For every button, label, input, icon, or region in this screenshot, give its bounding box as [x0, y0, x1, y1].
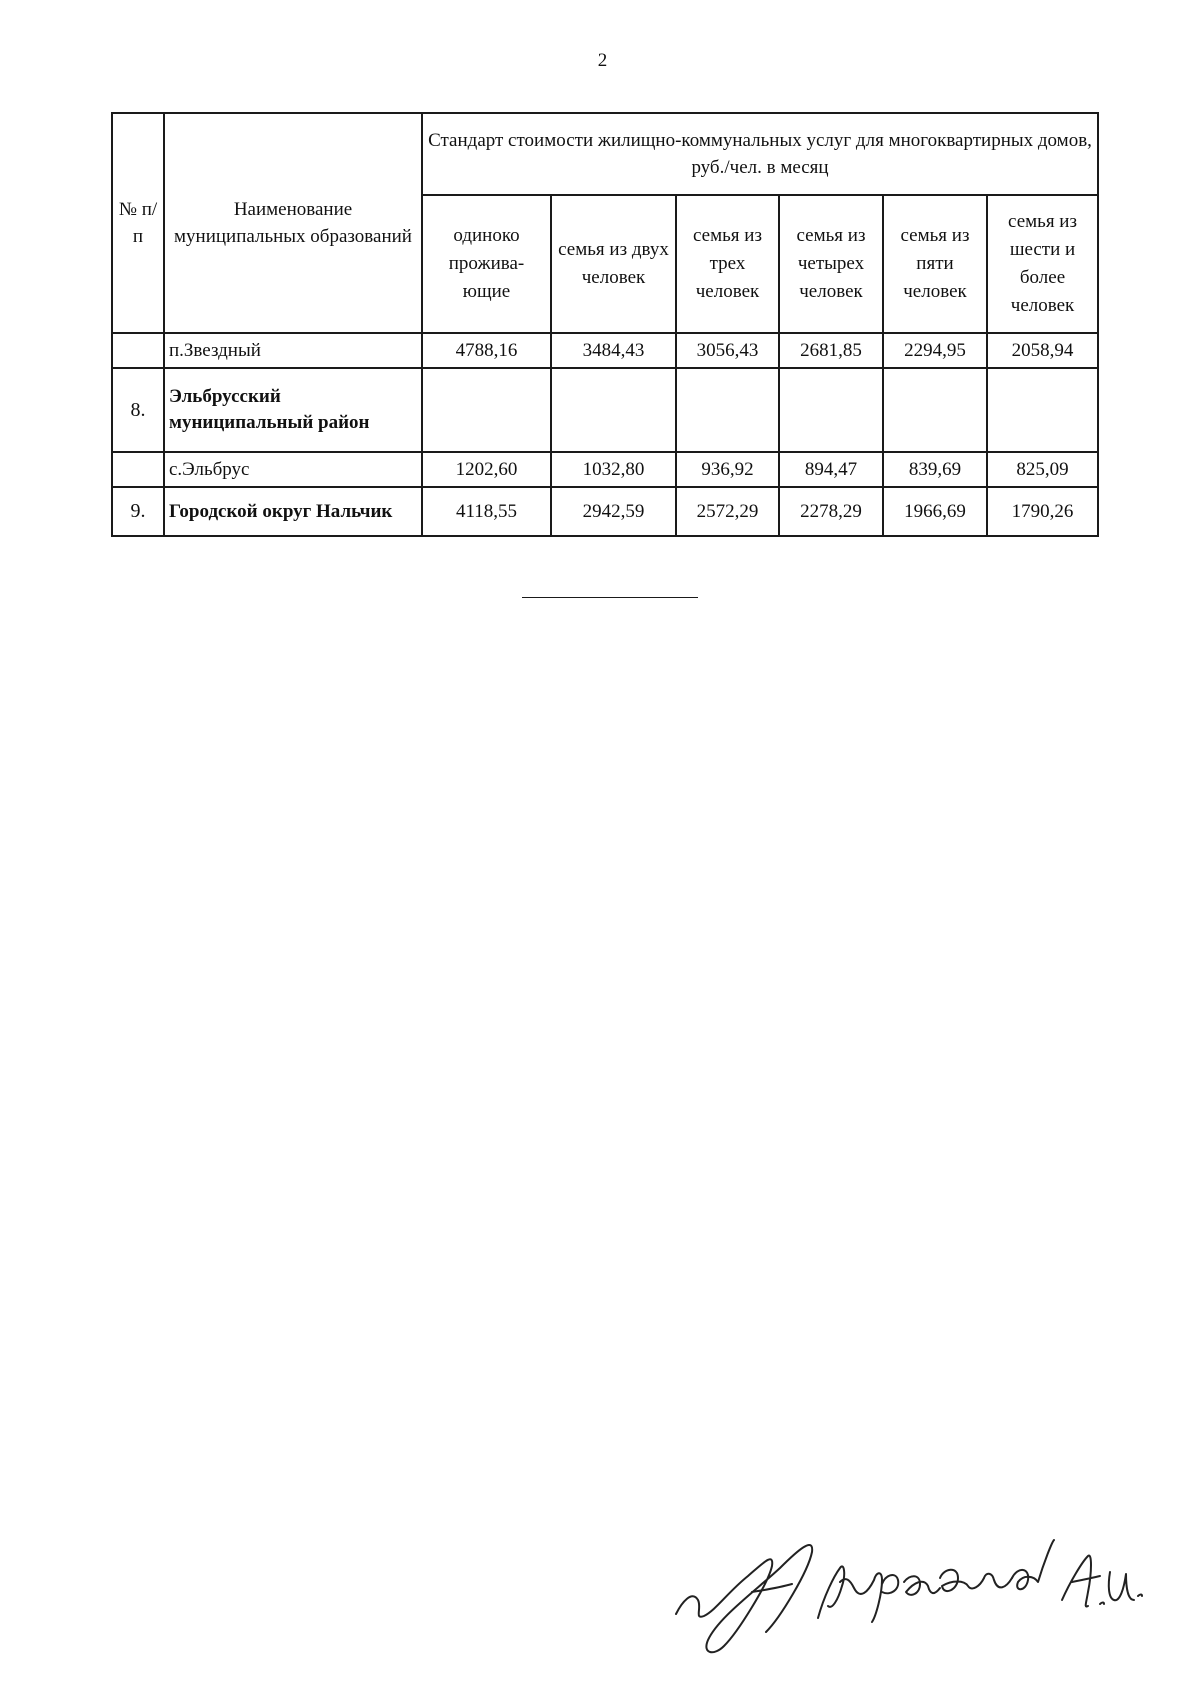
page-number: 2 [597, 50, 608, 71]
table-row [112, 452, 1098, 487]
row-number [112, 333, 164, 368]
row-number [112, 452, 164, 487]
row-value [422, 368, 551, 452]
row-name: Городской округ Нальчик [164, 487, 422, 536]
closing-rule [522, 597, 698, 598]
row-number: 8. [112, 368, 164, 452]
row-value: 3056,43 [676, 333, 779, 368]
header-col-two: семья из двух человек [551, 195, 676, 333]
header-group: Стандарт стоимости жилищно-коммунальных услуг для многоквартирных домов, руб./чел. в месяц [422, 113, 1098, 195]
row-value: 936,92 [676, 452, 779, 487]
row-value: 2278,29 [779, 487, 883, 536]
header-col-three: семья из трех человек [676, 195, 779, 333]
row-name: с.Эльбрус [164, 452, 422, 487]
row-value: 2942,59 [551, 487, 676, 536]
row-value [987, 368, 1098, 452]
table-row [112, 333, 1098, 368]
row-value: 4118,55 [422, 487, 551, 536]
row-value [551, 368, 676, 452]
row-value: 2294,95 [883, 333, 987, 368]
row-value: 2681,85 [779, 333, 883, 368]
header-col-five: семья из пяти человек [883, 195, 987, 333]
tariff-table [111, 112, 1099, 537]
row-name: п.Звездный [164, 333, 422, 368]
row-number: 9. [112, 487, 164, 536]
row-value: 825,09 [987, 452, 1098, 487]
header-col-four: семья из четырех человек [779, 195, 883, 333]
row-value: 3484,43 [551, 333, 676, 368]
header-number: № п/п [112, 113, 164, 333]
row-value [883, 368, 987, 452]
signature [668, 1522, 1148, 1662]
header-col-single: одиноко прожива-ющие [422, 195, 551, 333]
row-name: Эльбрусский муниципальный район [164, 368, 422, 452]
row-value: 2572,29 [676, 487, 779, 536]
table-row [112, 487, 1098, 536]
row-value: 1966,69 [883, 487, 987, 536]
row-value [779, 368, 883, 452]
row-value [676, 368, 779, 452]
row-value: 839,69 [883, 452, 987, 487]
row-value: 1032,80 [551, 452, 676, 487]
row-value: 4788,16 [422, 333, 551, 368]
table-row [112, 368, 1098, 452]
header-name: Наименование муниципальных образований [164, 113, 422, 333]
header-col-six: семья из шести и более человек [987, 195, 1098, 333]
row-value: 1790,26 [987, 487, 1098, 536]
row-value: 1202,60 [422, 452, 551, 487]
row-value: 2058,94 [987, 333, 1098, 368]
row-value: 894,47 [779, 452, 883, 487]
